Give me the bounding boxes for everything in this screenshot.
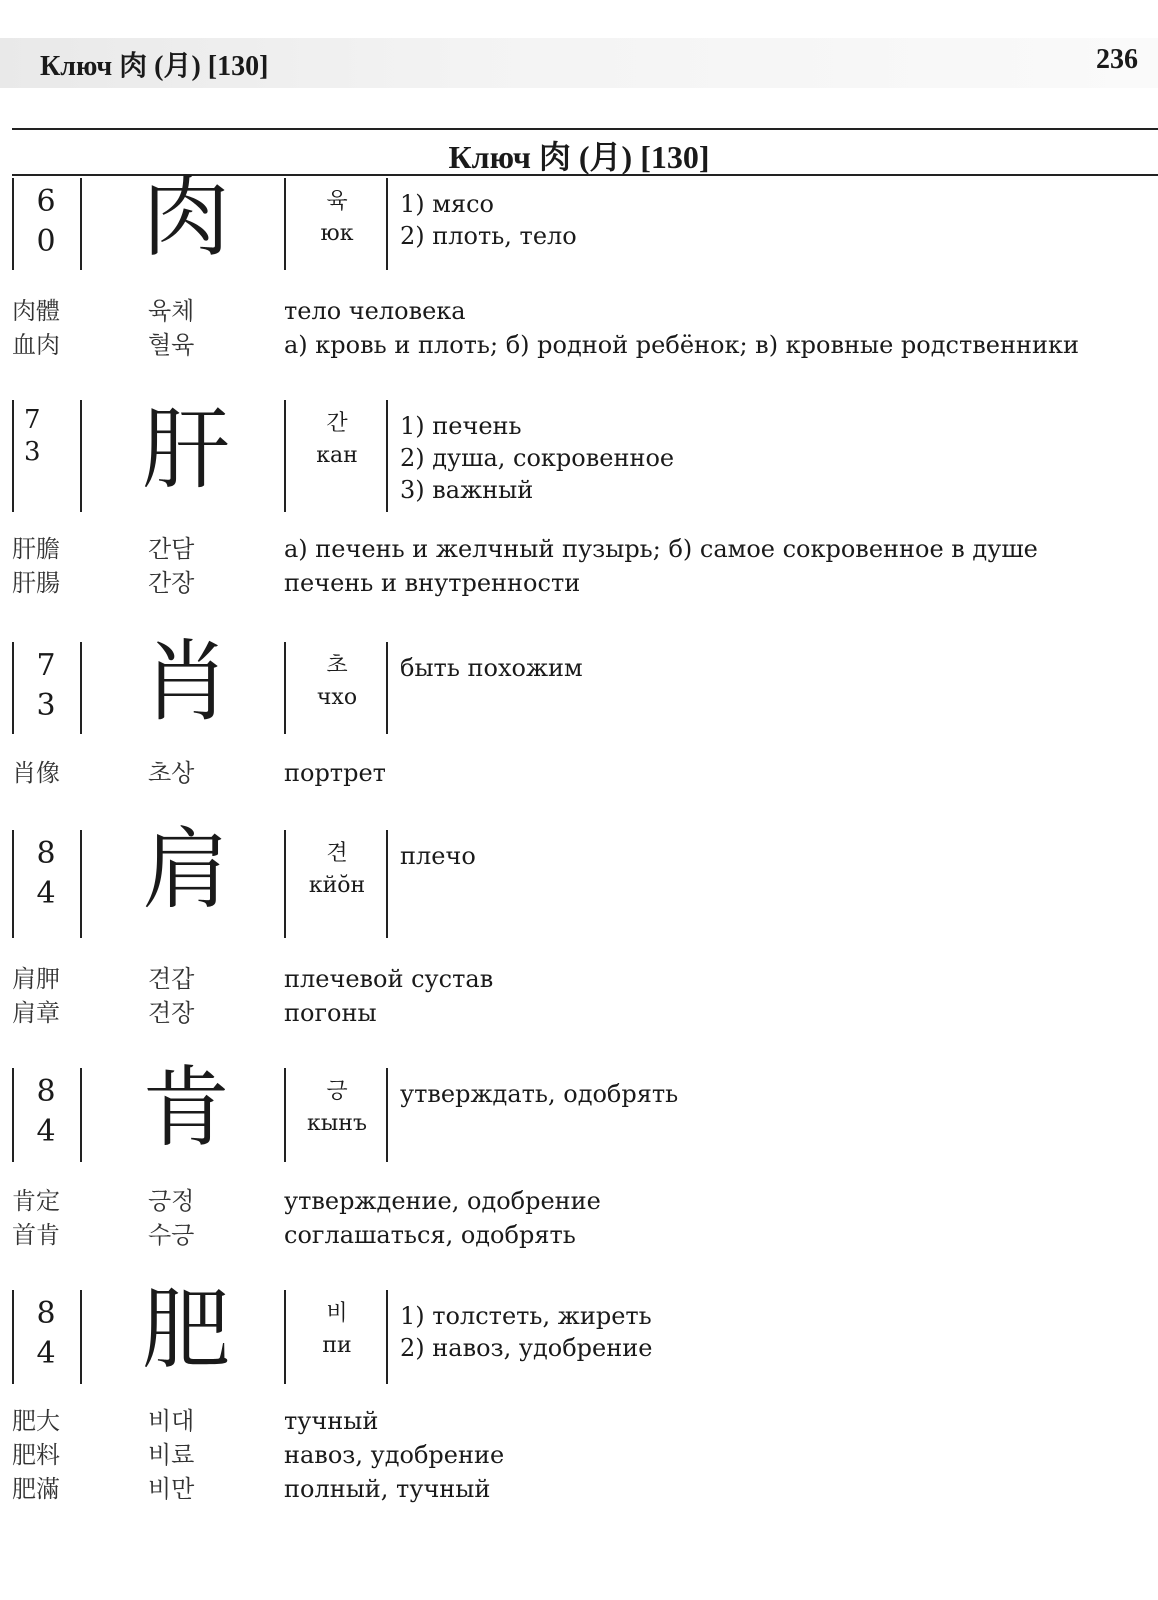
dictionary-entry — [0, 400, 1158, 512]
entry-hanja: 肝 — [141, 398, 230, 501]
page-number: 236 — [1096, 44, 1138, 75]
compound-hanja: 肩胛 — [12, 965, 60, 993]
compound-row — [0, 294, 1158, 328]
meanings — [400, 188, 577, 252]
meaning: 1) толстеть, жиреть — [400, 1302, 652, 1330]
compound-hangul: 간담 — [148, 535, 195, 563]
stroke-count — [16, 1294, 76, 1374]
stroke-count-extra: 4 — [36, 876, 56, 911]
reading — [292, 1298, 382, 1362]
compound-hanja: 肥滿 — [12, 1475, 60, 1503]
compound-row — [0, 1472, 1158, 1506]
compound-meaning: полный, тучный — [284, 1475, 491, 1503]
stroke-count-total: 8 — [36, 1074, 56, 1109]
compound-row — [0, 962, 1158, 996]
divider-line — [284, 1290, 286, 1384]
compound-row — [0, 328, 1158, 362]
reading — [292, 1076, 382, 1140]
cyrillic-transliteration: пи — [322, 1333, 352, 1358]
divider-line — [386, 178, 388, 270]
stroke-count-total: 8 — [36, 1296, 56, 1331]
compound-meaning: погоны — [284, 999, 377, 1027]
compound-meaning: а) печень и желчный пузырь; б) самое сокровенное в душе — [284, 535, 1038, 563]
meaning: 3) важный — [400, 476, 534, 504]
divider-line — [284, 1068, 286, 1162]
divider-line — [80, 830, 82, 938]
hangul-reading: 초 — [326, 653, 348, 678]
divider-line — [12, 1068, 14, 1162]
hangul-reading: 견 — [326, 841, 348, 866]
divider-line — [284, 830, 286, 938]
meaning: 2) навоз, удобрение — [400, 1334, 653, 1362]
stroke-count-total: 6 — [36, 184, 56, 219]
reading — [292, 186, 382, 250]
cyrillic-transliteration: кан — [316, 443, 358, 468]
divider-line — [12, 178, 14, 270]
compound-meaning: портрет — [284, 759, 386, 787]
divider-line — [284, 400, 286, 512]
meaning: плечо — [400, 842, 476, 870]
meanings — [400, 1078, 678, 1110]
compound-row — [0, 1404, 1158, 1438]
stroke-count-extra: 3 — [24, 437, 41, 467]
running-title: Ключ 肉 (月) [130] — [40, 51, 269, 82]
entry-hanja: 肥 — [141, 1278, 230, 1381]
divider-line — [80, 1290, 82, 1384]
divider-line — [80, 1068, 82, 1162]
hangul-reading: 긍 — [326, 1079, 348, 1104]
stroke-count-total: 8 — [36, 836, 56, 871]
section-heading: Ключ 肉 (月) [130] — [448, 139, 710, 175]
divider-line — [80, 178, 82, 270]
dictionary-entry — [0, 630, 1158, 734]
divider-line — [12, 400, 14, 512]
hangul-reading: 비 — [326, 1301, 348, 1326]
divider-line — [386, 642, 388, 734]
entry-hanja: 肯 — [141, 1056, 230, 1159]
meaning: 2) плоть, тело — [400, 222, 577, 250]
compound-row — [0, 996, 1158, 1030]
compound-hangul: 비료 — [148, 1441, 195, 1469]
compound-hanja: 肉體 — [12, 297, 60, 325]
compound-meaning: тучный — [284, 1407, 379, 1435]
cyrillic-transliteration: чхо — [316, 685, 358, 710]
stroke-count-extra: 4 — [36, 1114, 56, 1149]
divider-line — [386, 1068, 388, 1162]
divider-line — [12, 642, 14, 734]
compound-hanja: 肖像 — [12, 759, 60, 787]
compound-hangul: 육체 — [148, 297, 195, 325]
stroke-count-extra: 3 — [36, 688, 56, 723]
compound-row — [0, 1184, 1158, 1218]
reading — [292, 650, 382, 714]
compound-hanja: 首肯 — [12, 1221, 60, 1249]
compound-hangul: 긍정 — [148, 1187, 195, 1215]
reading — [292, 838, 382, 902]
divider-line — [386, 1290, 388, 1384]
entry-hanja: 肉 — [141, 166, 230, 269]
divider-line — [12, 830, 14, 938]
compound-hangul: 수긍 — [148, 1221, 195, 1249]
compound-row — [0, 756, 1158, 790]
compound-hangul: 견갑 — [148, 965, 195, 993]
reading — [292, 408, 382, 472]
meaning: утверждать, одобрять — [400, 1080, 679, 1108]
stroke-count-total: 7 — [36, 648, 56, 683]
divider-line — [80, 642, 82, 734]
dictionary-entry — [0, 818, 1158, 938]
meaning: быть похожим — [400, 654, 583, 682]
divider-line — [284, 642, 286, 734]
compound-hanja: 肯定 — [12, 1187, 60, 1215]
cyrillic-transliteration: кынъ — [307, 1111, 367, 1136]
dictionary-entry — [0, 166, 1158, 270]
compound-hangul: 비대 — [148, 1407, 195, 1435]
compound-row — [0, 532, 1158, 566]
compound-hangul: 견장 — [148, 999, 195, 1027]
stroke-count — [16, 834, 76, 914]
compound-hanja: 肝腸 — [12, 569, 60, 597]
stroke-count — [16, 646, 76, 726]
compound-hanja: 肥料 — [12, 1441, 60, 1469]
compound-hangul: 혈육 — [148, 331, 195, 359]
meaning: 2) душа, сокровенное — [400, 444, 675, 472]
compound-meaning: утверждение, одобрение — [284, 1187, 601, 1215]
hangul-reading: 육 — [326, 189, 348, 214]
compound-meaning: навоз, удобрение — [284, 1441, 505, 1469]
compound-meaning: а) кровь и плоть; б) родной ребёнок; в) кровные родственники — [284, 331, 1079, 359]
meaning: 1) мясо — [400, 190, 494, 218]
compound-hanja: 血肉 — [12, 331, 60, 359]
compound-meaning: плечевой сустав — [284, 965, 494, 993]
divider-line — [80, 400, 82, 512]
hangul-reading: 간 — [326, 411, 348, 436]
compound-hanja: 肝膽 — [12, 535, 60, 563]
dictionary-entry — [0, 1278, 1158, 1384]
cyrillic-transliteration: кйŏн — [308, 873, 366, 898]
compound-hangul: 간장 — [148, 569, 195, 597]
stroke-count — [16, 182, 76, 262]
compound-hanja: 肥大 — [12, 1407, 60, 1435]
dictionary-entry — [0, 1056, 1158, 1162]
divider-line — [386, 830, 388, 938]
meanings — [400, 1300, 652, 1364]
compound-meaning: тело человека — [284, 297, 466, 325]
stroke-count — [16, 1072, 76, 1152]
divider-line — [12, 1290, 14, 1384]
stroke-count-total: 7 — [24, 405, 41, 435]
compound-hangul: 비만 — [148, 1475, 195, 1503]
divider-line — [386, 400, 388, 512]
divider-line — [284, 178, 286, 270]
meaning: 1) печень — [400, 412, 522, 440]
stroke-count — [24, 404, 84, 468]
stroke-count-extra: 4 — [36, 1336, 56, 1371]
meanings — [400, 840, 476, 872]
stroke-count-extra: 0 — [36, 224, 56, 259]
compound-meaning: печень и внутренности — [284, 569, 581, 597]
compound-row — [0, 1438, 1158, 1472]
entry-hanja: 肖 — [141, 630, 230, 733]
compound-row — [0, 1218, 1158, 1252]
compound-row — [0, 566, 1158, 600]
cyrillic-transliteration: юк — [320, 221, 354, 246]
heading-rule-top — [12, 128, 1158, 130]
compound-meaning: соглашаться, одобрять — [284, 1221, 576, 1249]
meanings — [400, 410, 674, 506]
compound-hanja: 肩章 — [12, 999, 60, 1027]
compound-hangul: 초상 — [148, 759, 195, 787]
entry-hanja: 肩 — [141, 818, 230, 921]
meanings — [400, 652, 583, 684]
